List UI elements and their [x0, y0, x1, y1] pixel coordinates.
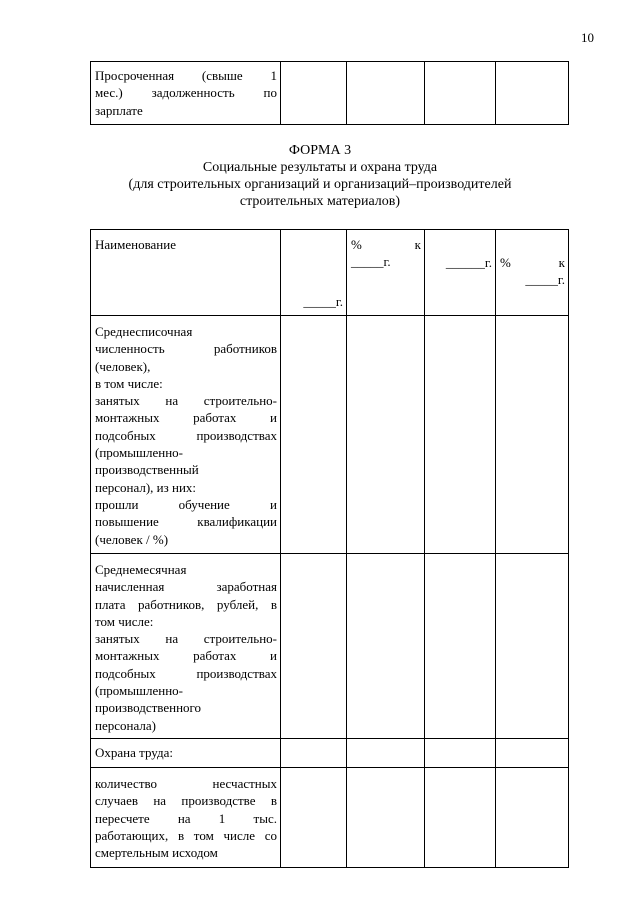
row-name-line: количество несчастных: [95, 776, 277, 791]
row-name-line: Просроченная (свыше 1: [95, 68, 277, 83]
row-name-cell: [91, 62, 281, 125]
row-name-line: Охрана труда:: [95, 745, 173, 760]
header-percent-year: _____г.: [525, 272, 565, 288]
row-name-cell: [91, 768, 281, 868]
form-subtitle: Социальные результаты и охрана труда: [202, 160, 438, 175]
table-row: [91, 768, 569, 868]
row-name-line: занятых на строительно-: [95, 631, 277, 647]
main-table: [90, 229, 569, 868]
row-name-line: прошли обучение и: [95, 496, 277, 512]
row-name-line: подсобных производствах: [95, 665, 277, 681]
row-name-line: персонал), из них:: [95, 479, 197, 495]
value-cell: [425, 739, 496, 768]
table-row: [91, 62, 569, 125]
row-name-line: смертельным исходом: [95, 845, 218, 861]
value-cell: [281, 316, 347, 554]
table-row: [91, 554, 569, 739]
row-name-line: работающих, в том числе со: [95, 827, 277, 843]
value-cell: [425, 316, 496, 554]
value-cell: [496, 554, 569, 739]
header-percent-sign: %: [500, 255, 511, 270]
value-cell: [425, 62, 496, 125]
header-year-cell: [281, 230, 347, 316]
row-name-line: Среднемесячная: [95, 562, 187, 577]
header-percent-sign: %: [351, 237, 362, 252]
value-cell: [496, 316, 569, 554]
row-name-cell: [91, 316, 281, 554]
form-note-line: строительных материалов): [239, 193, 401, 209]
row-name-line: плата работников, рублей, в: [95, 596, 277, 612]
value-cell: [347, 554, 425, 739]
value-cell: [425, 768, 496, 868]
header-name-cell: [91, 230, 281, 316]
header-percent-year: _____г.: [351, 254, 391, 270]
row-name-cell: [91, 739, 281, 768]
value-cell: [347, 768, 425, 868]
row-name-line: повышение квалификации: [95, 514, 277, 530]
row-name-line: подсобных производствах: [95, 427, 277, 443]
row-name-line: Среднесписочная: [95, 324, 193, 339]
value-cell: [496, 62, 569, 125]
value-cell: [347, 62, 425, 125]
form-note-line: (для строительных организаций и организаций–производителей: [128, 177, 512, 192]
form-title: ФОРМА 3: [288, 143, 352, 158]
header-percent-cell: [496, 230, 569, 316]
table-row: [91, 739, 569, 768]
header-percent-cell: [347, 230, 425, 316]
value-cell: [281, 62, 347, 125]
row-name-cell: [91, 554, 281, 739]
top-table: [90, 61, 569, 125]
page-number: 10: [581, 30, 594, 45]
row-name-line: в том числе:: [95, 375, 163, 391]
header-to-word: к: [414, 237, 421, 252]
row-name-line: монтажных работах и: [95, 648, 277, 664]
value-cell: [347, 739, 425, 768]
row-name-line: (промышленно-: [95, 683, 184, 699]
row-name-line: случаев на производстве в: [95, 793, 277, 809]
row-name-line: зарплате: [95, 102, 143, 118]
header-year-1: _____г.: [303, 293, 343, 309]
row-name-line: производственного: [95, 700, 202, 716]
value-cell: [425, 554, 496, 739]
row-name-line: (человек / %): [95, 531, 169, 547]
value-cell: [281, 768, 347, 868]
form-note: [0, 177, 640, 211]
row-name-line: пересчете на 1 тыс.: [95, 810, 277, 826]
table-header-row: [91, 230, 569, 316]
header-to-word: к: [558, 255, 565, 270]
header-name: Наименование: [95, 237, 176, 252]
row-name-line: персонала): [95, 717, 156, 733]
row-name-line: начисленная заработная: [95, 579, 277, 595]
row-name-line: мес.) задолженность по: [95, 85, 277, 101]
header-year-cell: [425, 230, 496, 316]
table-row: [91, 316, 569, 554]
row-name-line: том числе:: [95, 613, 154, 629]
row-name-line: численность работников: [95, 341, 277, 357]
value-cell: [281, 554, 347, 739]
row-name-line: занятых на строительно-: [95, 393, 277, 409]
row-name-line: (человек),: [95, 358, 151, 374]
value-cell: [496, 768, 569, 868]
value-cell: [347, 316, 425, 554]
row-name-line: (промышленно-: [95, 445, 184, 461]
value-cell: [496, 739, 569, 768]
row-name-line: производственный: [95, 462, 199, 478]
value-cell: [281, 739, 347, 768]
row-name-line: монтажных работах и: [95, 410, 277, 426]
header-year-2: ______г.: [445, 255, 492, 270]
